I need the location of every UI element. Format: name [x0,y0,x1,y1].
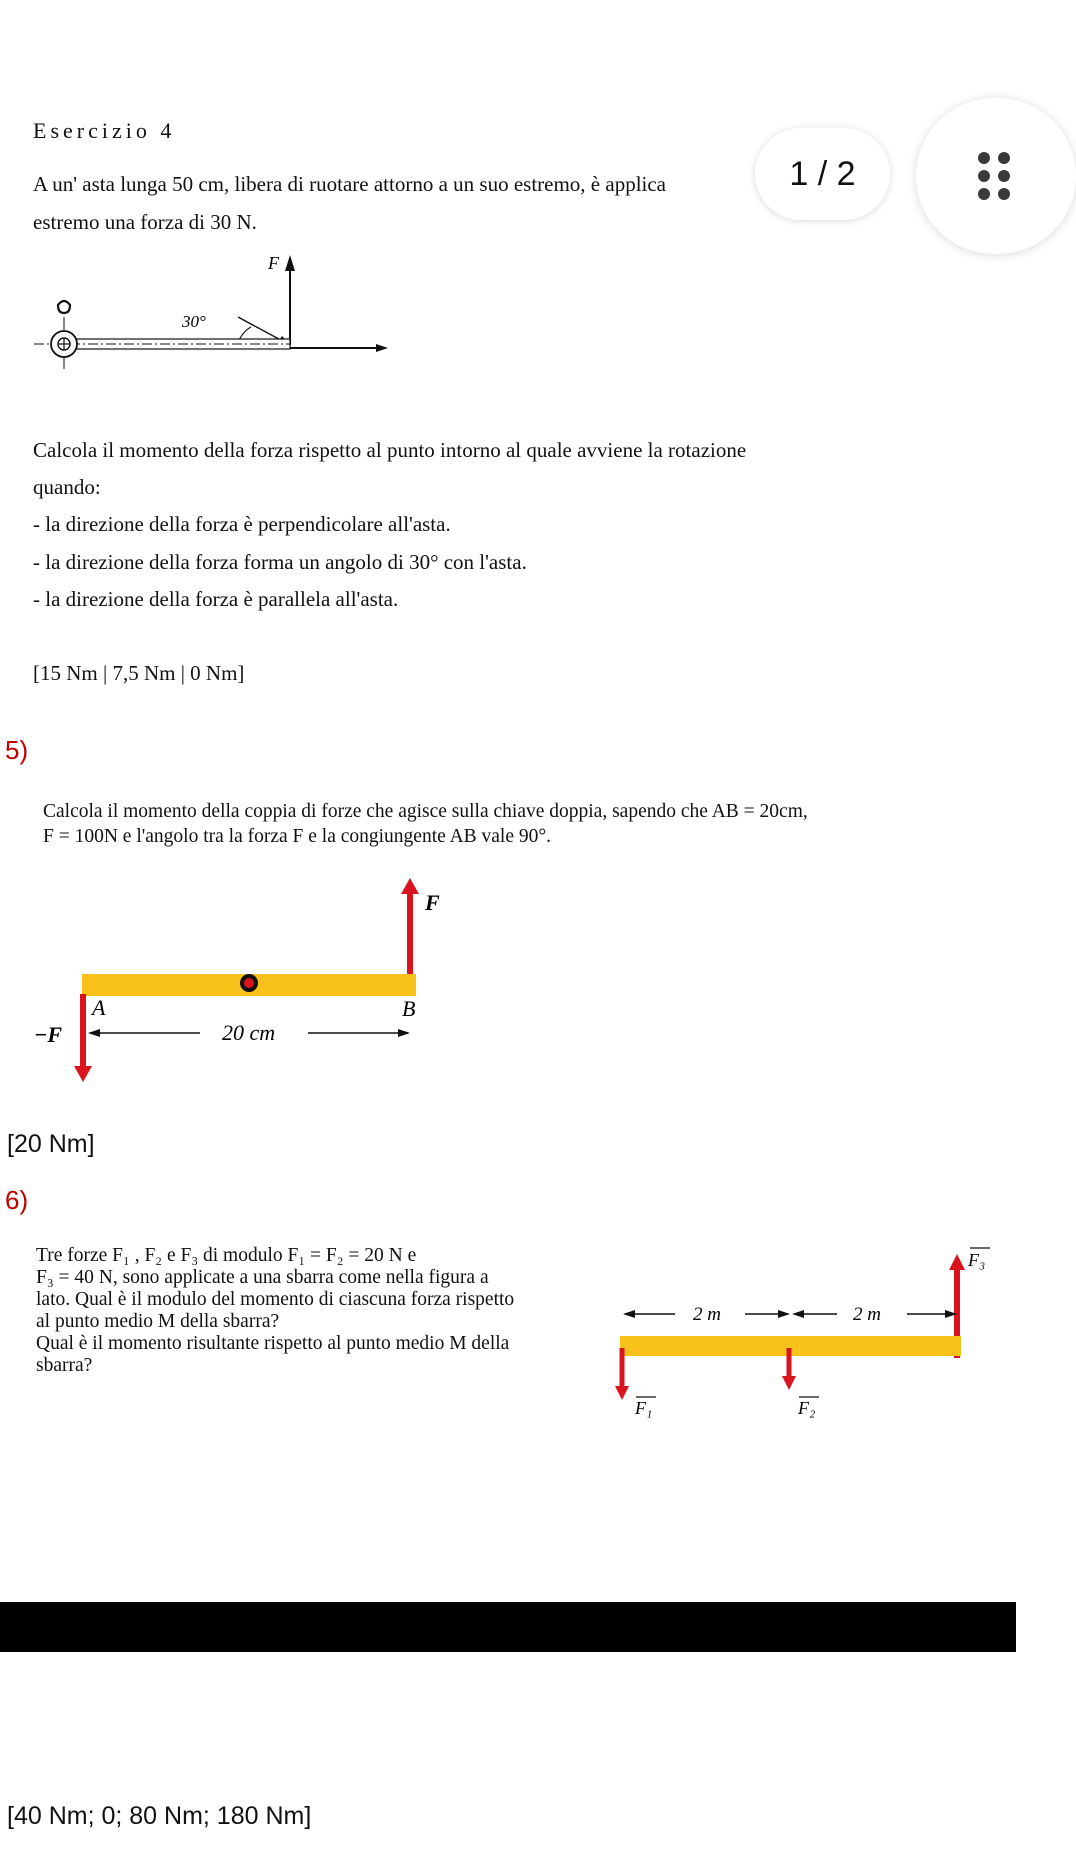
center-point-icon [242,976,256,990]
exercise-4-question-line-1: Calcola il momento della forza rispetto al punto intorno al quale avviene la rotazione [33,438,747,462]
force-f2-arrowhead [782,1376,796,1390]
exercise-6-text-line-2: F₃ = 40 N, sono applicate a una sbarra come nella figura a [36,1267,489,1288]
force-f1-label: F₁ [635,1398,653,1418]
exercise-6-answer: [40 Nm; 0; 80 Nm; 180 Nm] [7,1802,312,1830]
exercise-5-figure [30,870,457,1095]
rotation-icon [58,301,70,313]
exercise-6-figure [605,1238,1005,1428]
exercise-4-intro-line-2: estremo una forza di 30 N. [33,210,257,234]
distance-label: 20 cm [222,1020,276,1045]
exercise-6-number: 6) [5,1185,29,1215]
exercise-6-text-line-4: al punto medio M della sbarra? [36,1311,280,1332]
exercise-4-figure [30,245,400,375]
exercise-5-number: 5) [5,735,29,765]
force-arrowhead [285,255,295,271]
black-band [0,1602,1016,1652]
grid-menu-icon[interactable] [978,152,1014,200]
point-b-label: B [402,996,416,1021]
force-up-label: F⃗ [425,890,457,915]
exercise-6-text-line-6: sbarra? [36,1355,93,1376]
exercise-4-answer: [15 Nm | 7,5 Nm | 0 Nm] [33,661,245,685]
force-f2-label: F₂ [798,1398,816,1418]
page-indicator-label: 1 / 2 [789,154,856,193]
exercise-5-text-line-1: Calcola il momento della coppia di forze che agisce sulla chiave doppia, sapendo che AB = 20cm, [43,801,808,822]
exercise-4-bullet-1: - la direzione della forza è perpendicolare all'asta. [33,512,451,536]
exercise-6-text-line-3: lato. Qual è il modulo del momento di ciascuna forza rispetto [36,1289,515,1310]
exercise-5-answer: [20 Nm] [7,1130,95,1158]
exercise-4-question-line-2: quando: [33,475,101,499]
exercise-6-text-line-1: Tre forze F₁ , F₂ e F₃ di modulo F₁ = F₂ = 20 N e [36,1245,417,1266]
angle-label: 30° [182,312,206,331]
exercise-4-heading: Esercizio 4 [33,118,176,143]
force-f1-arrowhead [615,1386,629,1400]
force-down-label: −F⃗ [34,1022,80,1047]
page-indicator [755,128,890,220]
point-a-label: A [92,995,106,1020]
rod-extension-arrowhead [376,344,388,352]
force-f3-label: F₃ [968,1250,986,1270]
force-f3-arrowhead [949,1254,965,1270]
dimension-label-2: 2 m [853,1304,881,1325]
force-label-f: F [268,253,279,273]
force-down-arrowhead [74,1066,92,1082]
exercise-4-bullet-2: - la direzione della forza forma un angolo di 30° con l'asta. [33,550,527,574]
exercise-4-bullet-3: - la direzione della forza è parallela all'asta. [33,587,399,611]
exercise-6-text [36,1245,598,1377]
exercise-6-text-line-5: Qual è il momento risultante rispetto al punto medio M della [36,1333,510,1354]
force-up-arrowhead [401,878,419,894]
exercise-5-text-line-2: F = 100N e l'angolo tra la forza F e la congiungente AB vale 90°. [43,826,552,847]
dimension-label-1: 2 m [693,1304,721,1325]
exercise-4-intro-line-1: A un' asta lunga 50 cm, libera di ruotare attorno a un suo estremo, è applica [33,172,667,196]
